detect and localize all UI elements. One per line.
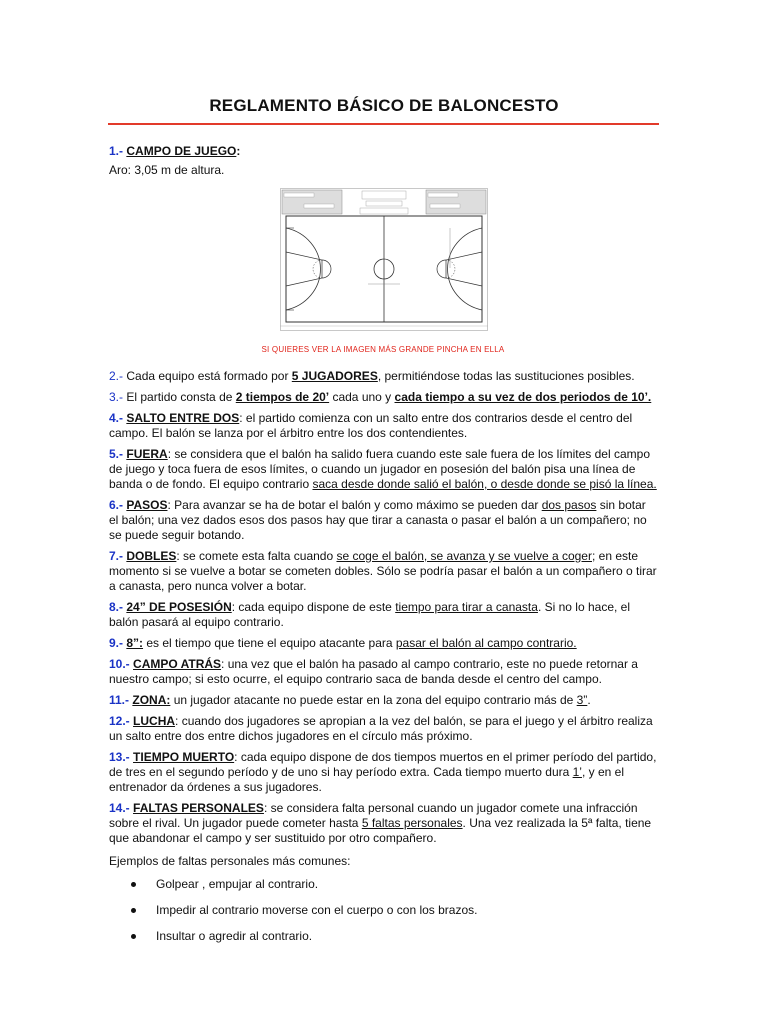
section-campo: [109, 144, 657, 159]
rule-text: .: [587, 693, 591, 707]
rule-2: [109, 369, 657, 384]
rule-text: , y en el entrenador da órdenes a sus jugadores.: [109, 765, 624, 794]
aro-text: Aro: 3,05 m de altura.: [109, 163, 225, 177]
rule-text: cada uno y: [329, 390, 395, 404]
rule-heading: ZONA:: [132, 693, 171, 707]
rule-text: : se considera que el balón ha salido fuera cuando este sale fuera de los límites del campo de juego y toca fuera de esos límites, o cuando un jugador en posesión del balón pisa una línea de banda o de fondo. El equipo contrario: [109, 447, 650, 491]
rule-12: [109, 714, 657, 744]
rule-text: , permitiéndose todas las sustituciones posibles.: [377, 369, 635, 383]
rule-text: : una vez que el balón ha pasado al campo contrario, este no puede retornar a nuestro campo; si esto ocurre, el equipo contrario saca de banda desde el centro del campo.: [109, 657, 638, 686]
rule-heading: DOBLES: [126, 549, 177, 563]
rule-heading: CAMPO ATRÁS: [133, 657, 222, 671]
rule-underline: dos pasos: [541, 498, 597, 512]
rule-underline: 3”: [576, 693, 588, 707]
list-item-text: Impedir al contrario moverse con el cuerpo o con los brazos.: [156, 903, 478, 917]
rule-9: [109, 636, 657, 651]
rule-heading: PASOS: [126, 498, 168, 512]
bullet-icon: [131, 934, 136, 939]
rule-underline: se coge el balón, se avanza y se vuelve a coger: [336, 549, 592, 563]
rule-underline: 5 faltas personales: [361, 816, 463, 830]
rule-11: [109, 693, 657, 708]
item-number: 4.-: [109, 411, 124, 425]
rule-text: ; en este momento si se vuelve a botar se cometen dobles. Sólo se podría pasar el balón a un compañero o tirar a canasta, pero nunca volver a botar.: [109, 549, 657, 593]
rule-underline: 1’: [572, 765, 582, 779]
item-number: 2.-: [109, 369, 124, 383]
item-number: 11.-: [109, 693, 130, 707]
rule-14: [109, 801, 657, 846]
rule-text: Cada equipo está formado por: [123, 369, 292, 383]
list-item: [109, 877, 657, 892]
rule-heading: FUERA: [126, 447, 168, 461]
rule-emphasis: 2 tiempos de 20’: [235, 390, 330, 404]
list-item-text: Insultar o agredir al contrario.: [156, 929, 313, 943]
item-number: 5.-: [109, 447, 124, 461]
rule-13: [109, 750, 657, 795]
court-diagram-image[interactable]: [280, 188, 488, 331]
title-divider: [108, 123, 659, 125]
rule-text: un jugador atacante no puede estar en la zona del equipo contrario más de: [170, 693, 577, 707]
list-item: [109, 929, 657, 944]
rule-6: [109, 498, 657, 543]
rule-3: [109, 390, 657, 405]
rule-text: . Si no lo hace, el balón pasará al equipo contrario.: [109, 600, 631, 629]
rule-8: [109, 600, 657, 630]
rule-emphasis: cada tiempo a su vez de dos periodos de 10’.: [394, 390, 652, 404]
section-heading: CAMPO DE JUEGO: [126, 144, 237, 158]
bullet-icon: [131, 882, 136, 887]
rule-7: [109, 549, 657, 594]
document-body: [109, 144, 657, 955]
rule-4: [109, 411, 657, 441]
item-number: 10.-: [109, 657, 130, 671]
list-item-text: Golpear , empujar al contrario.: [156, 877, 319, 891]
rule-text: El partido consta de: [123, 390, 236, 404]
examples-list: [109, 877, 657, 944]
examples-intro: Ejemplos de faltas personales más comunes:: [109, 854, 351, 868]
item-number: 1.-: [109, 144, 124, 158]
rule-text: : cada equipo dispone de este: [231, 600, 396, 614]
item-number: 3.-: [109, 390, 124, 404]
rule-text: : se considera falta personal cuando un jugador comete una infracción sobre el rival. Un jugador puede cometer hasta: [109, 801, 638, 830]
rule-underline: tiempo para tirar a canasta: [395, 600, 538, 614]
page-title: REGLAMENTO BÁSICO DE BALONCESTO: [209, 96, 559, 115]
item-number: 9.-: [109, 636, 124, 650]
rule-heading: 24” DE POSESIÓN: [126, 600, 232, 614]
item-number: 14.-: [109, 801, 130, 815]
heading-colon: :: [236, 144, 241, 158]
rule-heading: TIEMPO MUERTO: [133, 750, 235, 764]
rule-text: : Para avanzar se ha de botar el balón y como máximo se pueden dar: [167, 498, 542, 512]
rule-heading: SALTO ENTRE DOS: [126, 411, 240, 425]
rule-text: . Una vez realizada la 5ª falta, tiene que abandonar el campo y ser sustituido por otro compañero.: [109, 816, 652, 845]
rule-heading: FALTAS PERSONALES: [133, 801, 264, 815]
rule-heading: 8”:: [126, 636, 144, 650]
rule-text: es el tiempo que tiene el equipo atacante para: [143, 636, 396, 650]
bullet-icon: [131, 908, 136, 913]
rule-10: [109, 657, 657, 687]
rule-underline: pasar el balón al campo contrario.: [395, 636, 577, 650]
item-number: 12.-: [109, 714, 130, 728]
rule-text: : el partido comienza con un salto entre dos contrarios desde el centro del campo. El balón se lanza por el árbitro entre los dos contendientes.: [109, 411, 633, 440]
court-diagram: [280, 188, 488, 331]
list-item: [109, 903, 657, 918]
rule-text: : se comete esta falta cuando: [176, 549, 337, 563]
image-caption-link[interactable]: SI QUIERES VER LA IMAGEN MÁS GRANDE PINCHA EN ELLA: [261, 345, 505, 354]
item-number: 7.-: [109, 549, 124, 563]
rule-underline: saca desde donde salió el balón, o desde donde se pisó la línea.: [312, 477, 657, 491]
item-number: 8.-: [109, 600, 124, 614]
rule-emphasis: 5 JUGADORES: [291, 369, 378, 383]
rule-5: [109, 447, 657, 492]
rule-heading: LUCHA: [133, 714, 176, 728]
rule-text: : cuando dos jugadores se apropian a la vez del balón, se para el juego y el árbitro realiza un salto entre dos entre dichos jugadores en el círculo más próximo.: [109, 714, 653, 743]
rule-text: : cada equipo dispone de dos tiempos muertos en el primer período del partido, de tres en el segundo período y de uno si hay período extra. Cada tiempo muerto dura: [109, 750, 657, 779]
item-number: 13.-: [109, 750, 130, 764]
rule-text: sin botar el balón; una vez dados esos dos pasos hay que tirar a canasta o pasar el balón a un compañero; no se puede seguir botando.: [109, 498, 647, 542]
item-number: 6.-: [109, 498, 124, 512]
